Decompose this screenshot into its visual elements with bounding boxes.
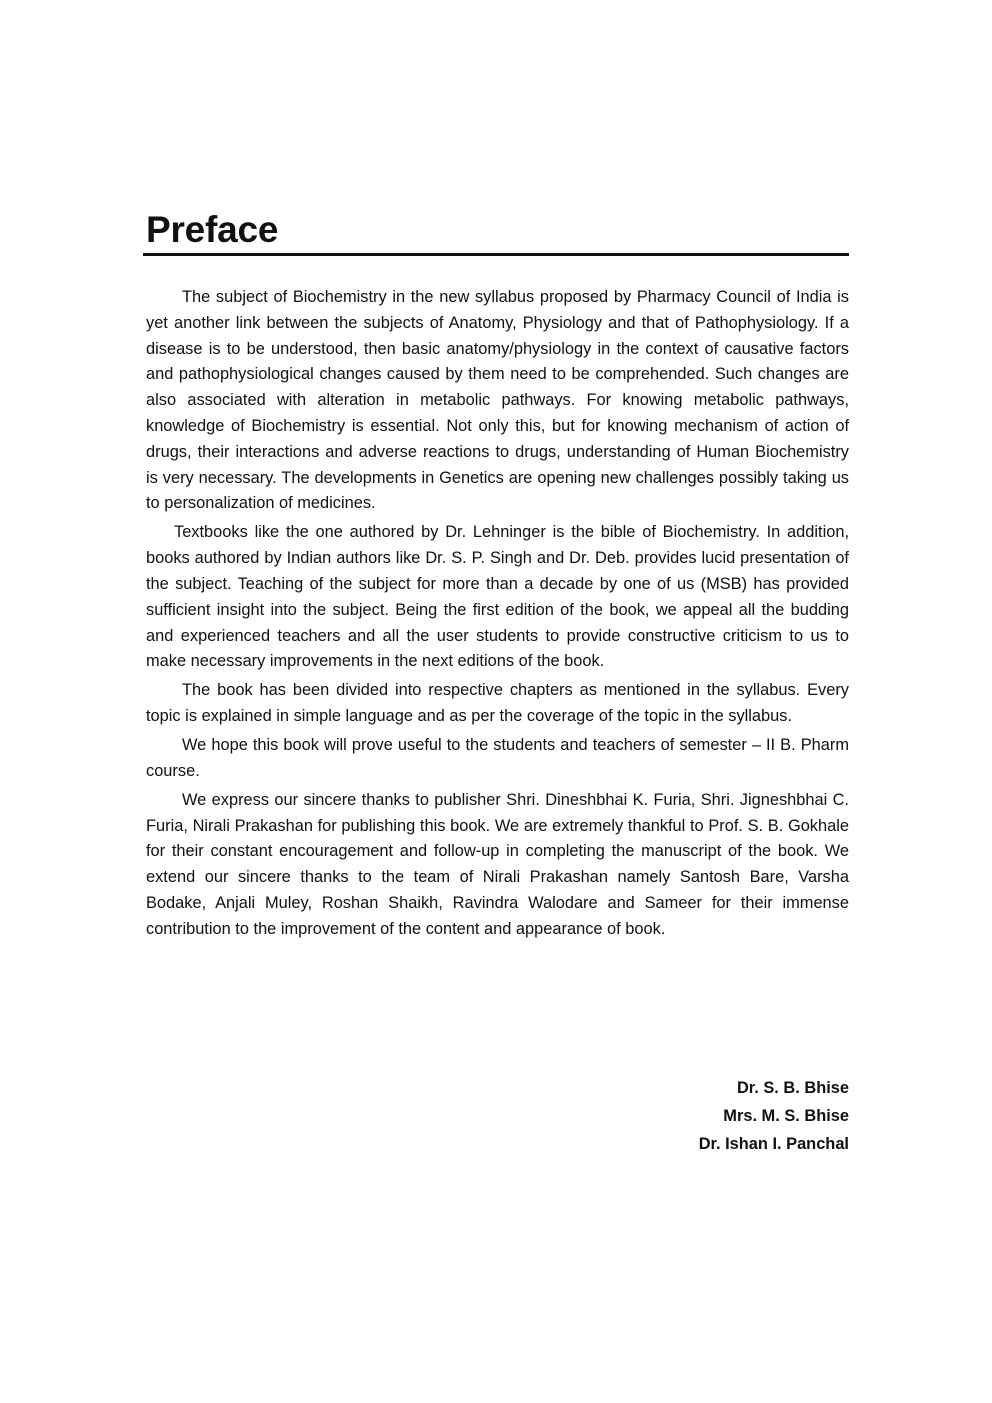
paragraph-4: We hope this book will prove useful to the students and teachers of semester – II B. Pharm course. [146, 736, 849, 780]
paragraph-3: The book has been divided into respective chapters as mentioned in the syllabus. Every topic is explained in simple language and as per the coverage of the topic in the syllabus. [146, 681, 849, 726]
preface-page [145, 208, 849, 1153]
author-name: Mrs. M. S. Bhise [723, 1107, 849, 1125]
author-name: Dr. Ishan I. Panchal [698, 1135, 849, 1153]
preface-body [145, 285, 849, 943]
title-underline [143, 253, 849, 256]
paragraph-2: Textbooks like the one authored by Dr. Lehninger is the bible of Biochemistry. In addition, books authored by Indian authors like Dr. S. P. Singh and Dr. Deb. provides lucid presentation of the subject. Teaching of the subject for more than a decade by one of us (MSB) has provided sufficient insight into the subject. Being the first edition of the book, we appeal all the budding and experienced teachers and all the user students to provide constructive criticism to us to make necessary improvements in the next editions of the book. [146, 523, 849, 671]
paragraph-5: We express our sincere thanks to publisher Shri. Dineshbhai K. Furia, Shri. Jigneshbhai C. Furia, Nirali Prakashan for publishing this book. We are extremely thankful to Prof. S. B. Gokhale for their constant encouragement and follow-up in completing the manuscript of the book. We extend our sincere thanks to the team of Nirali Prakashan namely Santosh Bare, Varsha Bodake, Anjali Muley, Roshan Shaikh, Ravindra Walodare and Sameer for their immense contribution to the improvement of the content and appearance of book. [146, 790, 849, 938]
author-name: Dr. S. B. Bhise [736, 1079, 849, 1097]
author-signatures [699, 1074, 849, 1158]
paragraph-1: The subject of Biochemistry in the new syllabus proposed by Pharmacy Council of India is yet another link between the subjects of Anatomy, Physiology and that of Pathophysiology. If a disease is to be understood, then basic anatomy/physiology in the context of causative factors and pathophysiological changes caused by them need to be comprehended. Such changes are also associated with alteration in metabolic pathways. For knowing metabolic pathways, knowledge of Biochemistry is essential. Not only this, but for knowing mechanism of action of drugs, their interactions and adverse reactions to drugs, understanding of Human Biochemistry is very necessary. The developments in Genetics are opening new challenges possibly taking us to personalization of medicines. [146, 288, 849, 513]
page-title: Preface [146, 209, 279, 250]
